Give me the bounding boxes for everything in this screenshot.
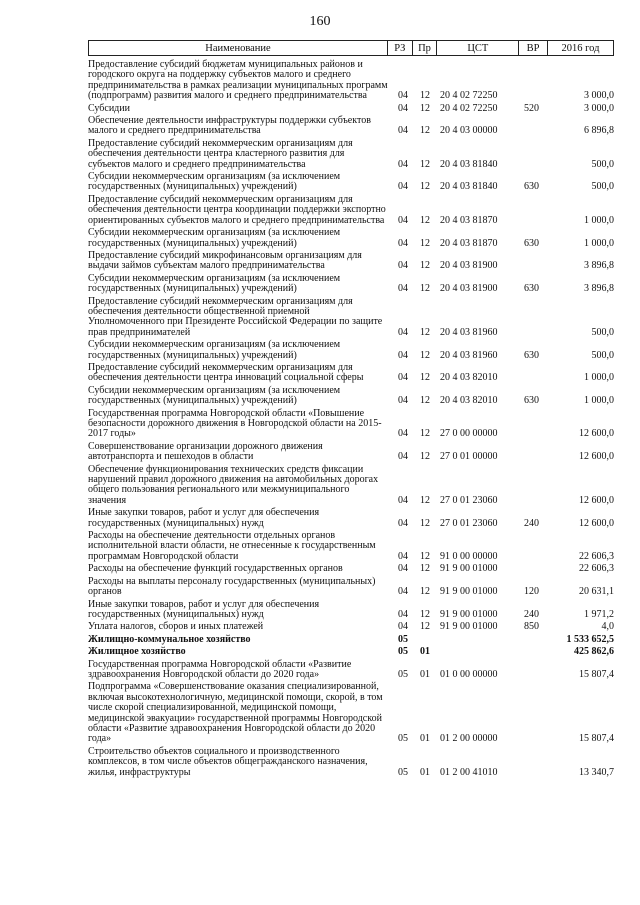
table-row <box>88 465 614 507</box>
row-rz: 04 <box>398 621 408 633</box>
table-row <box>88 297 614 339</box>
row-rz: 04 <box>398 372 408 384</box>
row-rz: 04 <box>398 494 408 506</box>
row-vr: 240 <box>524 517 539 529</box>
column-header-value: 2016 год <box>561 42 600 54</box>
row-value: 500,0 <box>591 349 614 361</box>
table-row <box>88 442 614 463</box>
row-name: Обеспечение деятельности инфраструктуры поддержки субъектов малого и среднего предпринимательства <box>88 115 371 137</box>
row-rz: 04 <box>398 181 408 193</box>
row-cst: 27 0 01 23060 <box>440 517 498 529</box>
row-rz: 04 <box>398 517 408 529</box>
row-rz: 05 <box>398 733 408 745</box>
row-cst: 91 9 00 01000 <box>440 586 498 598</box>
row-name: Иные закупки товаров, работ и услуг для обеспечения государственных (муниципальных) нужд <box>88 507 320 529</box>
row-pr: 12 <box>420 428 430 440</box>
row-cst: 27 0 01 23060 <box>440 494 498 506</box>
row-pr: 12 <box>420 451 430 463</box>
row-rz: 04 <box>398 125 408 137</box>
row-name: Субсидии некоммерческим организациям (за исключением государственных (муниципальных) учреждений) <box>88 339 341 361</box>
row-pr: 12 <box>420 326 430 338</box>
table-row <box>88 60 614 102</box>
row-value: 12 600,0 <box>579 451 614 463</box>
table-header <box>88 40 614 56</box>
table-row <box>88 577 614 598</box>
table-row <box>88 195 614 226</box>
row-name: Строительство объектов социального и производственного комплексов, в том числе объектов общегражданского назначения, жилья, инфраструктуры <box>88 745 368 778</box>
row-name: Предоставление субсидий бюджетам муниципальных районов и городского округа на поддержку субъектов малого и среднего предпринимательства в рамках реализации муниципальных программ (подпрограмм) развития малого и среднего предпринимательства <box>88 59 388 102</box>
row-name: Предоставление субсидий некоммерческим организациям для обеспечения деятельности общественной приемной Уполномоченного при Президенте Российской Федерации по защите прав предпринимателей <box>88 295 383 338</box>
row-pr: 12 <box>420 395 430 407</box>
row-name: Субсидии некоммерческим организациям (за исключением государственных (муниципальных) учреждений) <box>88 384 341 407</box>
row-rz: 04 <box>398 550 408 562</box>
row-value: 3 000,0 <box>584 102 614 114</box>
row-value: 1 000,0 <box>584 237 614 249</box>
row-value: 15 807,4 <box>579 733 614 745</box>
row-pr: 12 <box>420 372 430 384</box>
table-body <box>88 60 614 780</box>
row-rz: 05 <box>398 668 408 680</box>
row-cst: 91 0 00 00000 <box>440 550 498 562</box>
row-rz: 04 <box>398 237 408 249</box>
row-value: 1 000,0 <box>584 395 614 407</box>
table-row <box>88 508 614 529</box>
row-value: 13 340,7 <box>579 766 614 778</box>
row-value: 425 862,6 <box>574 646 614 658</box>
row-pr: 12 <box>420 260 430 272</box>
table-row <box>88 531 614 562</box>
row-vr: 240 <box>524 608 539 620</box>
row-rz: 04 <box>398 608 408 620</box>
row-name: Предоставление субсидий некоммерческим организациям для обеспечения деятельности центра инноваций социальной сферы <box>88 361 364 384</box>
row-name: Совершенствование организации дорожного движения автотранспорта и пешеходов в области <box>88 440 323 463</box>
row-cst: 91 9 00 01000 <box>440 621 498 633</box>
row-name: Расходы на обеспечение функций государственных органов <box>88 563 343 575</box>
row-rz: 04 <box>398 451 408 463</box>
row-name: Подпрограмма «Совершенствование оказания специализированной, включая высокотехнологичную, медицинской помощи, скорой, в том числе скорой специализированной, медицинской помощи, медицинской эвакуации» государственной программы Новгородской области «Развитие здравоохранения Новгородской области до 2020 года» <box>88 681 383 745</box>
column-header-vr: ВР <box>519 41 548 55</box>
table-row <box>88 600 614 621</box>
row-cst: 27 0 00 00000 <box>440 428 498 440</box>
row-value: 500,0 <box>591 158 614 170</box>
row-cst: 20 4 03 81840 <box>440 158 498 170</box>
row-pr: 12 <box>420 158 430 170</box>
row-rz: 04 <box>398 395 408 407</box>
table-row <box>88 564 614 574</box>
row-name: Обеспечение функционирования технических средств фиксации нарушений правил дорожного движения на автомобильных дорогах общего пользования регионального или межмуниципального значения <box>88 463 379 506</box>
row-name: Расходы на обеспечение деятельности отдельных органов исполнительной власти области, не отнесенные к государственным программам Новгородской области <box>88 530 376 562</box>
column-header-cst: ЦСТ <box>437 41 519 55</box>
row-vr: 850 <box>524 621 539 633</box>
row-cst: 20 4 03 00000 <box>440 125 498 137</box>
row-pr: 12 <box>420 283 430 295</box>
row-name: Жилищно-коммунальное хозяйство <box>88 633 251 645</box>
table-row <box>88 139 614 170</box>
row-rz: 04 <box>398 90 408 102</box>
row-cst: 01 2 00 41010 <box>440 766 498 778</box>
row-vr: 630 <box>524 283 539 295</box>
row-cst: 20 4 03 82010 <box>440 395 498 407</box>
row-cst: 20 4 02 72250 <box>440 90 498 102</box>
row-value: 15 807,4 <box>579 668 614 680</box>
row-name: Субсидии <box>88 102 130 114</box>
row-rz: 04 <box>398 326 408 338</box>
row-value: 1 000,0 <box>584 372 614 384</box>
row-name: Жилищное хозяйство <box>88 646 186 658</box>
row-vr: 630 <box>524 237 539 249</box>
row-cst: 20 4 03 81900 <box>440 260 498 272</box>
row-name: Государственная программа Новгородской области «Повышение безопасности дорожного движения в Новгородской области на 2015-2017 годы» <box>88 407 382 440</box>
row-name: Субсидии некоммерческим организациям (за исключением государственных (муниципальных) учреждений) <box>88 171 341 193</box>
row-name: Субсидии некоммерческим организациям (за исключением государственных (муниципальных) учреждений) <box>88 272 341 295</box>
row-vr: 630 <box>524 395 539 407</box>
row-name: Уплата налогов, сборов и иных платежей <box>88 621 264 633</box>
table-row <box>88 116 614 137</box>
row-cst: 20 4 03 81870 <box>440 237 498 249</box>
row-vr: 630 <box>524 349 539 361</box>
row-pr: 12 <box>420 563 430 575</box>
row-value: 6 896,8 <box>584 125 614 137</box>
row-cst: 20 4 03 81840 <box>440 181 498 193</box>
row-name: Предоставление субсидий некоммерческим организациям для обеспечения деятельности центра кластерного развития для субъектов малого и среднего предпринимательства <box>88 137 353 170</box>
table-row <box>88 274 614 295</box>
table-row <box>88 635 614 645</box>
row-rz: 05 <box>398 766 408 778</box>
row-pr: 12 <box>420 214 430 226</box>
row-value: 1 000,0 <box>584 214 614 226</box>
row-rz: 04 <box>398 283 408 295</box>
row-rz: 04 <box>398 214 408 226</box>
row-name: Иные закупки товаров, работ и услуг для обеспечения государственных (муниципальных) нужд <box>88 598 320 620</box>
row-pr: 12 <box>420 181 430 193</box>
table-row <box>88 363 614 384</box>
row-pr: 12 <box>420 586 430 598</box>
row-value: 12 600,0 <box>579 428 614 440</box>
row-cst: 20 4 03 82010 <box>440 372 498 384</box>
row-rz: 04 <box>398 349 408 361</box>
row-vr: 520 <box>524 102 539 114</box>
row-vr: 120 <box>524 586 539 598</box>
row-pr: 01 <box>420 668 430 680</box>
row-name: Предоставление субсидий микрофинансовым организациям для выдачи займов субъектам малого предпринимательства <box>88 249 362 272</box>
row-value: 22 606,3 <box>579 563 614 575</box>
row-value: 3 000,0 <box>584 90 614 102</box>
row-pr: 01 <box>420 766 430 778</box>
table-row <box>88 104 614 114</box>
row-pr: 12 <box>420 608 430 620</box>
row-pr: 12 <box>420 237 430 249</box>
table-row <box>88 647 614 657</box>
table-row <box>88 340 614 361</box>
row-pr: 12 <box>420 621 430 633</box>
table-row <box>88 251 614 272</box>
row-cst: 91 9 00 01000 <box>440 608 498 620</box>
table-row <box>88 622 614 632</box>
row-value: 500,0 <box>591 181 614 193</box>
row-pr: 12 <box>420 494 430 506</box>
row-value: 20 631,1 <box>579 586 614 598</box>
row-cst: 20 4 03 81900 <box>440 283 498 295</box>
row-vr: 630 <box>524 181 539 193</box>
row-rz: 04 <box>398 563 408 575</box>
row-value: 4,0 <box>601 621 614 633</box>
row-rz: 04 <box>398 260 408 272</box>
row-name: Предоставление субсидий некоммерческим организациям для обеспечения деятельности центра координации поддержки экспортно ориентированных субъектов малого и среднего предпринимательства <box>88 193 386 226</box>
row-pr: 12 <box>420 550 430 562</box>
row-pr: 12 <box>420 90 430 102</box>
row-value: 12 600,0 <box>579 494 614 506</box>
row-cst: 91 9 00 01000 <box>440 563 498 575</box>
row-pr: 12 <box>420 102 430 114</box>
row-cst: 01 2 00 00000 <box>440 733 498 745</box>
row-value: 3 896,8 <box>584 283 614 295</box>
row-value: 1 971,2 <box>584 608 614 620</box>
row-pr: 12 <box>420 349 430 361</box>
row-pr: 12 <box>420 517 430 529</box>
table-row <box>88 747 614 778</box>
table-row <box>88 682 614 744</box>
row-cst: 27 0 01 00000 <box>440 451 498 463</box>
row-name: Субсидии некоммерческим организациям (за исключением государственных (муниципальных) учреждений) <box>88 227 341 249</box>
row-cst: 20 4 03 81960 <box>440 349 498 361</box>
row-rz: 04 <box>398 158 408 170</box>
column-header-name: Наименование <box>89 41 388 55</box>
page-number: 160 <box>309 14 331 29</box>
row-cst: 20 4 02 72250 <box>440 102 498 114</box>
table-row <box>88 660 614 681</box>
table-row <box>88 228 614 249</box>
row-cst: 01 0 00 00000 <box>440 668 498 680</box>
row-pr: 12 <box>420 125 430 137</box>
row-pr: 01 <box>420 646 430 658</box>
row-rz: 04 <box>398 428 408 440</box>
row-cst: 20 4 03 81960 <box>440 326 498 338</box>
row-cst: 20 4 03 81870 <box>440 214 498 226</box>
row-rz: 05 <box>398 646 408 658</box>
row-value: 500,0 <box>591 326 614 338</box>
row-value: 1 533 652,5 <box>566 633 614 645</box>
row-value: 3 896,8 <box>584 260 614 272</box>
table-row <box>88 172 614 193</box>
row-value: 12 600,0 <box>579 517 614 529</box>
table-row <box>88 386 614 407</box>
column-header-rz: РЗ <box>388 41 413 55</box>
column-header-pr: Пр <box>413 41 438 55</box>
row-name: Государственная программа Новгородской области «Развитие здравоохранения Новгородской области до 2020 года» <box>88 658 352 680</box>
row-rz: 04 <box>398 102 408 114</box>
table-row <box>88 409 614 440</box>
row-pr: 01 <box>420 733 430 745</box>
row-rz: 05 <box>398 633 408 645</box>
row-rz: 04 <box>398 586 408 598</box>
row-name: Расходы на выплаты персоналу государственных (муниципальных) органов <box>88 575 376 598</box>
row-value: 22 606,3 <box>579 550 614 562</box>
